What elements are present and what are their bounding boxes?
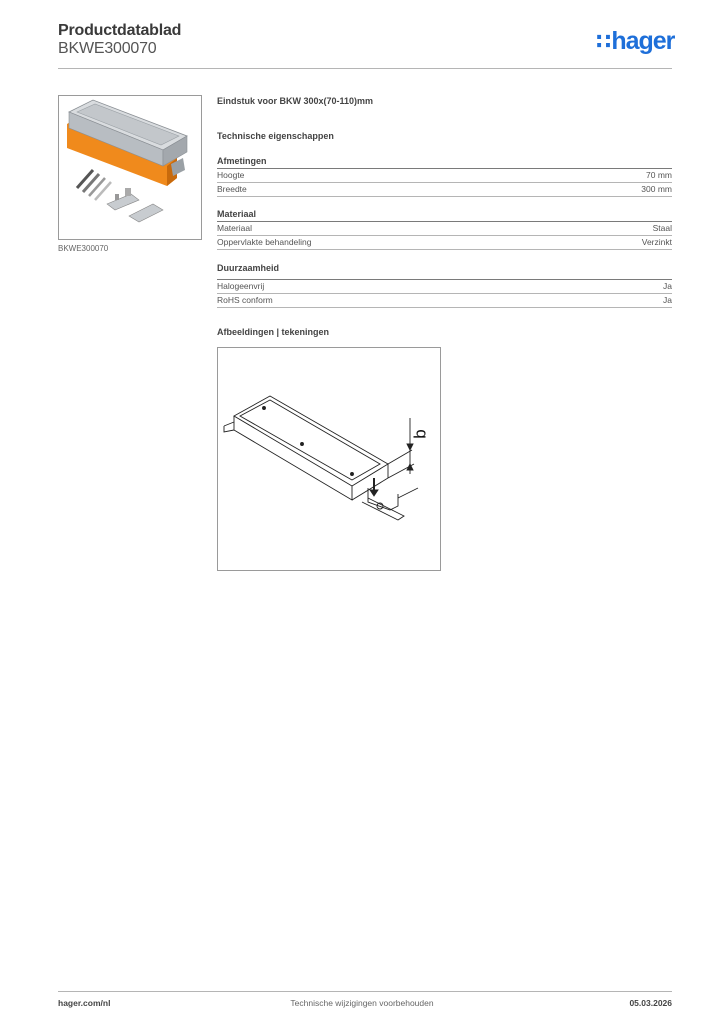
technical-drawing-illustration [218,348,440,570]
property-value: Ja [663,281,672,291]
document-title: Productdatablad [58,22,182,39]
footer-divider [58,991,672,992]
photo-caption: BKWE300070 [58,244,109,253]
dimensions-table [217,168,672,197]
table-row [217,169,672,183]
property-label: Hoogte [217,170,245,180]
footer-website-link[interactable]: hager.com/nl [58,998,111,1008]
drawings-heading: Afbeeldingen | tekeningen [217,327,330,337]
material-table [217,221,672,250]
footer-date: 05.03.2026 [629,998,672,1008]
logo-text: hager [611,27,675,55]
footer-disclaimer: Technische wijzigingen voorbehouden [290,998,434,1008]
property-label: Materiaal [217,223,252,233]
property-value: 300 mm [641,184,672,194]
group-heading-dimensions: Afmetingen [217,156,267,166]
property-label: RoHS conform [217,295,273,305]
table-row [217,236,672,250]
table-row [217,183,672,197]
property-value: Verzinkt [641,237,672,247]
product-photo-illustration [59,96,201,239]
hager-logo [596,27,674,56]
header-divider [58,68,672,69]
properties-heading: Technische eigenschappen [217,131,334,141]
product-code: BKWE300070 [58,40,157,57]
table-row [217,294,672,308]
group-heading-sustainability: Duurzaamheid [217,263,280,273]
property-label: Halogeenvrij [217,281,265,291]
product-photo [58,95,202,240]
technical-drawing [217,347,441,571]
property-value: Staal [652,223,672,233]
table-row [217,280,672,294]
property-value: Ja [663,295,672,305]
property-label: Breedte [217,184,247,194]
table-row [217,222,672,236]
property-value: 70 mm [646,170,672,180]
product-name: Eindstuk voor BKW 300x(70-110)mm [217,96,374,106]
dimension-label-b: b [410,429,430,439]
sustainability-table [217,279,672,308]
property-label: Oppervlakte behandeling [217,237,312,247]
logo-dots-icon: ∷ [596,29,611,54]
group-heading-material: Materiaal [217,209,257,219]
